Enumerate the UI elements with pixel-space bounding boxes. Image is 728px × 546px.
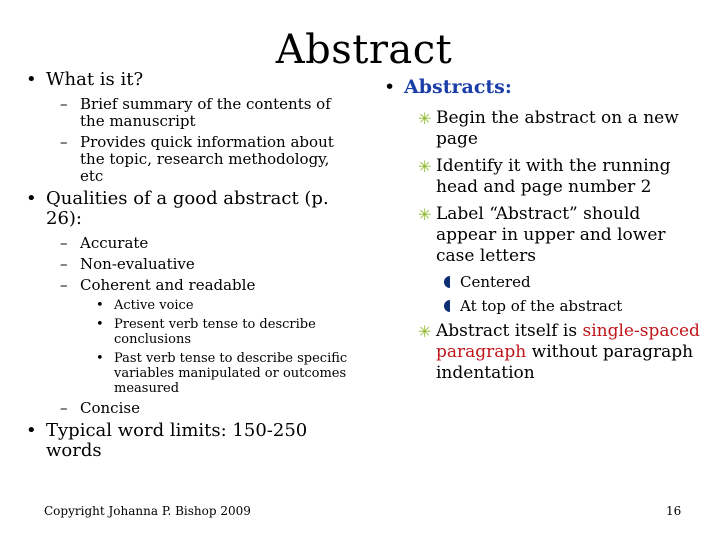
bullet-dot-icon: • bbox=[384, 76, 396, 98]
subsub-bullet-past-tense: • Past verb tense to describe specific variables manipulated or outcomes measured bbox=[96, 351, 348, 396]
sub-bullet-concise: – Concise bbox=[60, 399, 140, 417]
point-running-head: ✳ Identify it with the running head and page number 2 bbox=[418, 156, 671, 197]
sub-bullet-non-evaluative: – Non-evaluative bbox=[60, 255, 195, 273]
subsub-bullet-active-voice: • Active voice bbox=[96, 298, 194, 313]
dash-icon: – bbox=[60, 95, 68, 113]
half-circle-bullet-icon bbox=[444, 276, 450, 288]
right-column bbox=[384, 76, 704, 390]
bullet-dot-icon: • bbox=[96, 351, 104, 366]
slide-title: Abstract bbox=[275, 27, 453, 73]
left-column bbox=[24, 70, 354, 467]
copyright-footer: Copyright Johanna P. Bishop 2009 bbox=[44, 504, 251, 518]
sub-bullet-brief-summary: – Brief summary of the contents of the manuscript bbox=[60, 95, 331, 130]
page-number: 16 bbox=[666, 504, 682, 518]
bullet-qualities: • Qualities of a good abstract (p. 26): bbox=[26, 188, 329, 229]
point-new-page: ✳ Begin the abstract on a new page bbox=[418, 108, 679, 149]
bullet-dot-icon: • bbox=[26, 188, 37, 209]
subsub-bullet-present-tense: • Present verb tense to describe conclusions bbox=[96, 317, 316, 347]
dash-icon: – bbox=[60, 133, 68, 151]
bullet-what-is-it: • What is it? bbox=[26, 69, 144, 90]
star-bullet-icon: ✳ bbox=[418, 205, 432, 224]
bullet-dot-icon: • bbox=[26, 420, 37, 441]
abstracts-heading: • Abstracts: bbox=[384, 76, 512, 98]
sub-bullet-accurate: – Accurate bbox=[60, 234, 149, 252]
star-bullet-icon: ✳ bbox=[418, 157, 432, 176]
point-label-abstract: ✳ Label “Abstract” should appear in upper and lower case letters bbox=[418, 204, 666, 266]
bullet-dot-icon: • bbox=[26, 69, 37, 90]
point-single-spaced: ✳ Abstract itself is single-spaced paragraph without paragraph indentation bbox=[418, 321, 700, 383]
bullet-word-limits: • Typical word limits: 150-250 words bbox=[26, 420, 308, 461]
dash-icon: – bbox=[60, 234, 68, 252]
subpoint-centered: Centered bbox=[384, 273, 704, 291]
sub-bullet-coherent: – Coherent and readable bbox=[60, 276, 256, 294]
dash-icon: – bbox=[60, 399, 68, 417]
star-bullet-icon: ✳ bbox=[418, 109, 432, 128]
sub-bullet-quick-information: – Provides quick information about the topic, research methodology, etc bbox=[60, 133, 334, 185]
bullet-dot-icon: • bbox=[96, 298, 104, 313]
dash-icon: – bbox=[60, 255, 68, 273]
subpoint-top-of-abstract: At top of the abstract bbox=[384, 297, 704, 315]
bullet-dot-icon: • bbox=[96, 317, 104, 332]
star-bullet-icon: ✳ bbox=[418, 322, 432, 341]
dash-icon: – bbox=[60, 276, 68, 294]
half-circle-bullet-icon bbox=[444, 300, 450, 312]
highlight-single-spaced: single-spaced paragraph bbox=[436, 321, 700, 362]
